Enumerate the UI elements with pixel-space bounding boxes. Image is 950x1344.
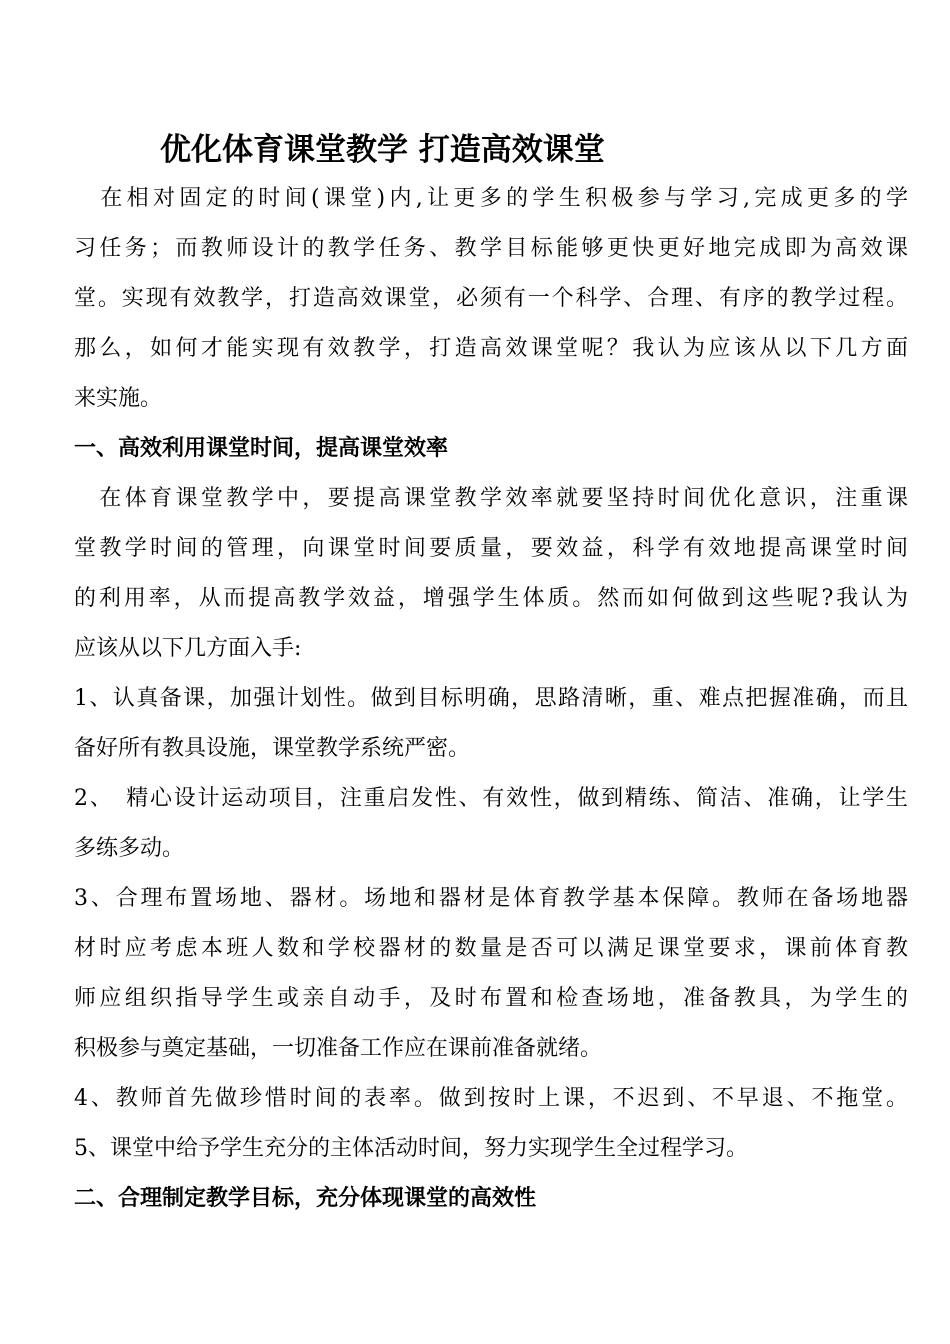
section-1-line-1: 在体育课堂教学中，要提高课堂教学效率就要坚持时间优化意识，注重课 (74, 486, 908, 511)
list-item-2-line-1: 2、 精心设计运动项目，注重启发性、有效性，做到精练、简洁、准确，让学生 (74, 786, 908, 811)
section-1-line-4: 应该从以下几方面入手: (74, 636, 302, 661)
document-title: 优化体育课堂教学 打造高效课堂 (160, 132, 605, 168)
list-item-2-line-2: 多练多动。 (74, 836, 185, 861)
section-1-line-2: 堂教学时间的管理，向课堂时间要质量，要效益，科学有效地提高课堂时间 (74, 536, 908, 561)
list-item-1-line-2: 备好所有教具设施，课堂教学系统严密。 (74, 736, 471, 761)
section-2-heading: 二、合理制定教学目标，充分体现课堂的高效性 (74, 1186, 537, 1211)
list-item-3-line-3: 师应组织指导学生或亲自动手，及时布置和检查场地，准备教具，为学生的 (74, 986, 908, 1011)
intro-line-3: 堂。实现有效教学，打造高效课堂，必须有一个科学、合理、有序的教学过程。 (74, 286, 908, 311)
list-item-1-line-1: 1、认真备课，加强计划性。做到目标明确，思路清晰，重、难点把握准确，而且 (74, 686, 908, 711)
intro-line-2: 习任务；而教师设计的教学任务、教学目标能够更快更好地完成即为高效课 (74, 236, 908, 261)
section-1-line-3: 的利用率，从而提高教学效益，增强学生体质。然而如何做到这些呢?我认为 (74, 586, 908, 611)
list-item-5-line-1: 5、课堂中给予学生充分的主体活动时间，努力实现学生全过程学习。 (74, 1136, 748, 1161)
intro-line-4: 那么，如何才能实现有效教学，打造高效课堂呢？我认为应该从以下几方面 (74, 336, 908, 361)
section-1-heading: 一、高效利用课堂时间，提高课堂效率 (74, 436, 449, 461)
list-item-3-line-2: 材时应考虑本班人数和学校器材的数量是否可以满足课堂要求，课前体育教 (74, 936, 908, 961)
list-item-3-line-4: 积极参与奠定基础，一切准备工作应在课前准备就绪。 (74, 1036, 603, 1061)
intro-line-5: 来实施。 (74, 386, 163, 411)
list-item-3-line-1: 3、合理布置场地、器材。场地和器材是体育教学基本保障。教师在备场地器 (74, 886, 908, 911)
intro-line-1: 在相对固定的时间(课堂)内,让更多的学生积极参与学习,完成更多的学 (74, 186, 908, 211)
list-item-4-line-1: 4、教师首先做珍惜时间的表率。做到按时上课，不迟到、不早退、不拖堂。 (74, 1086, 908, 1111)
